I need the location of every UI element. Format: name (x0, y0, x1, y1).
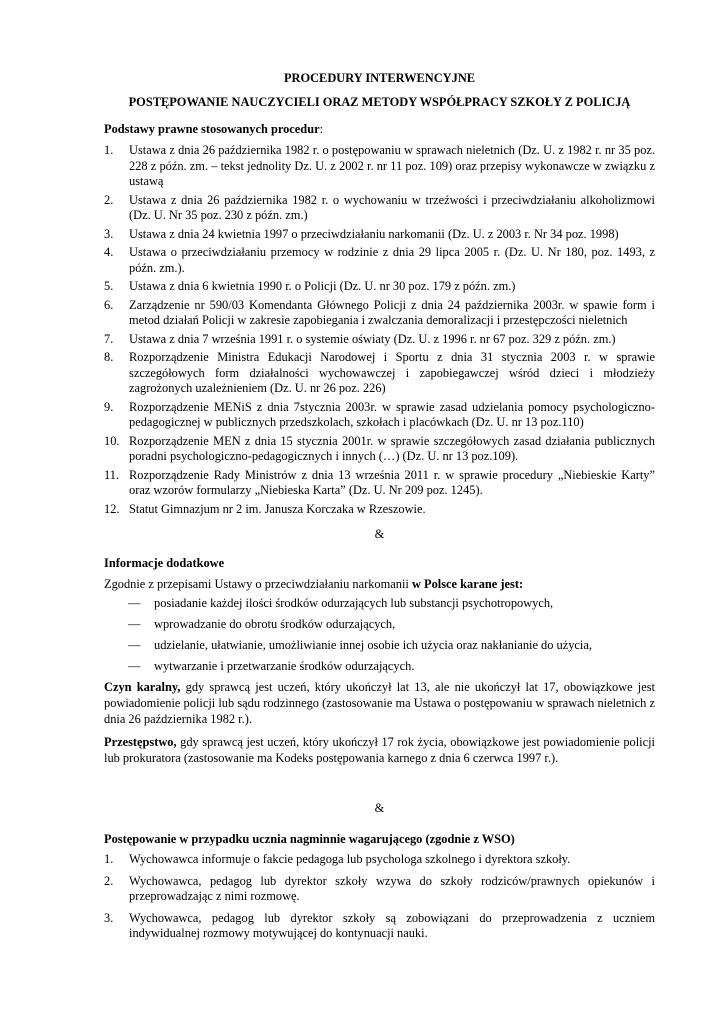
list-item-number: 8. (104, 350, 114, 364)
truancy-list (104, 852, 655, 942)
list-item (104, 279, 655, 295)
list-item (104, 227, 655, 243)
list-item-number: 2. (104, 873, 114, 888)
list-item (104, 193, 655, 224)
list-item (104, 637, 655, 653)
list-item (104, 400, 655, 431)
list-item-text: Rozporządzenie MENiS z dnia 7stycznia 2003r. w sprawie zasad udzielania pomocy psychologiczno-pedagogicznej w publicznych przedszkolach, szkołach i placówkach (Dz. U. nr 13 poz.110) (129, 399, 655, 429)
info-heading: Informacje dodatkowe (104, 556, 225, 570)
list-item-number: 12. (104, 501, 120, 516)
list-item-text: Statut Gimnazjum nr 2 im. Janusza Korczaka w Rzeszowie. (129, 501, 426, 516)
dash-marker: — (128, 596, 141, 610)
list-item (104, 245, 655, 276)
list-item (104, 298, 655, 329)
list-item (104, 350, 655, 397)
list-item-text: udzielanie, ułatwianie, umożliwianie innej osobie ich użycia oraz nakłanianie do użycia, (154, 638, 592, 652)
legal-heading (104, 121, 655, 137)
section-separator: & (374, 527, 385, 541)
info-intro (104, 576, 655, 592)
crime-text: gdy sprawcą jest uczeń, który ukończył lat 13, ale nie ukończył lat 17, obowiązkowe jest powiadomienie policji lub sądu rodzinnego (zastosowanie ma Ustawa o postępowaniu w sprawach nieletnich z dnia 26 października 1982 r.). (104, 680, 656, 726)
list-item (104, 911, 655, 942)
list-item-number: 4. (104, 245, 114, 259)
list-item (104, 595, 655, 611)
list-item (104, 332, 655, 348)
list-item (104, 502, 655, 518)
list-item (104, 874, 655, 905)
punishable-list (104, 595, 655, 674)
list-item (104, 434, 655, 465)
list-item-text: Rozporządzenie Ministra Edukacji Narodowej i Sportu z dnia 31 stycznia 2003 r. w sprawie szczegółowych form działalności wychowawczej i zapobiegawczej wśród dzieci i młodzieży zagrożonych uzależnieniem (Dz. U. nr 26 poz. 226) (129, 350, 655, 395)
crime-term: Czyn karalny, (104, 680, 181, 694)
legal-heading-colon: : (319, 122, 324, 136)
list-item-number: 2. (104, 192, 114, 207)
list-item (104, 658, 655, 674)
list-item (104, 143, 655, 190)
info-intro-bold: w Polsce karane jest: (411, 577, 524, 591)
list-item-text: Ustawa z dnia 6 kwietnia 1990 r. o Policji (Dz. U. nr 30 poz. 179 z późn. zm.) (129, 279, 516, 293)
list-item-text: Wychowawca informuje o fakcie pedagoga lub psychologa szkolnego i dyrektora szkoły. (129, 852, 571, 866)
list-item-text: Rozporządzenie MEN z dnia 15 stycznia 2001r. w sprawie szczegółowych zasad działania publicznych poradni psychologiczno-pedagogicznych i innych (…) (Dz. U. nr 13 poz.109). (129, 433, 655, 463)
list-item-number: 3. (104, 226, 114, 241)
section-separator: & (374, 801, 385, 815)
list-item-number: 10. (104, 433, 120, 448)
list-item-text: Rozporządzenie Rady Ministrów z dnia 13 września 2011 r. w sprawie procedury „Niebieskie Karty” oraz wzorów formularzy „Niebieska Karta” (Dz. U. Nr 209 poz. 1245). (129, 467, 655, 497)
list-item (104, 616, 655, 632)
list-item-number: 5. (104, 279, 114, 293)
page-subtitle: POSTĘPOWANIE NAUCZYCIELI ORAZ METODY WSPÓŁPRACY SZKOŁY Z POLICJĄ (128, 95, 631, 109)
list-item-text: wprowadzanie do obrotu środków odurzających, (154, 617, 396, 631)
offense-text: gdy sprawcą jest uczeń, który ukończył 17 rok życia, obowiązkowe jest powiadomienie policji lub prokuratora (zastosowanie ma Kodeks postępowania karnego z dnia 6 czerwca 1997 r.). (104, 735, 655, 765)
legal-heading-text: Podstawy prawne stosowanych procedur (104, 122, 320, 136)
list-item-text: Ustawa z dnia 24 kwietnia 1997 o przeciwdziałaniu narkomanii (Dz. U. z 2003 r. Nr 34 poz. 1998) (129, 226, 619, 241)
dash-marker: — (128, 617, 141, 631)
list-item-text: Ustawa o przeciwdziałaniu przemocy w rodzinie z dnia 29 lipca 2005 r. (Dz. U. Nr 180, poz. 1493, z późn. zm.). (129, 245, 655, 275)
list-item-number: 9. (104, 399, 114, 414)
truancy-heading: Postępowanie w przypadku ucznia nagminnie wagarującego (zgodnie z WSO) (104, 832, 515, 846)
list-item-text: Zarządzenie nr 590/03 Komendanta Głównego Policji z dnia 24 października 2003r. w spawie form i metod działań Policji w zakresie zapobiegania i zwalczania demoralizacji i przestępczości nieletnich (129, 297, 655, 327)
list-item-text: posiadanie każdej ilości środków odurzających lub substancji psychotropowych, (154, 596, 554, 610)
list-item-text: Ustawa z dnia 7 września 1991 r. o systemie oświaty (Dz. U. z 1996 r. nr 67 poz. 329 z późn. zm.) (129, 331, 616, 346)
list-item-number: 3. (104, 910, 114, 925)
legal-list (104, 143, 655, 517)
dash-marker: — (128, 638, 141, 652)
page-title: PROCEDURY INTERWENCYJNE (283, 71, 476, 85)
offense-term: Przestępstwo, (104, 735, 177, 749)
list-item-number: 1. (104, 143, 114, 157)
list-item-text: Wychowawca, pedagog lub dyrektor szkoły są zobowiązani do przeprowadzenia z uczniem indywidualnej rozmowy motywującej do kontynuacji nauki. (129, 910, 655, 940)
offense-paragraph (104, 734, 655, 766)
dash-marker: — (128, 659, 141, 673)
list-item-number: 1. (104, 852, 114, 866)
list-item-text: Wychowawca, pedagog lub dyrektor szkoły wzywa do szkoły rodziców/prawnych opiekunów i przeprowadzając z nimi rozmowę. (129, 873, 655, 903)
list-item-number: 7. (104, 331, 114, 346)
list-item (104, 468, 655, 499)
list-item-number: 11. (104, 467, 120, 482)
list-item-text: Ustawa z dnia 26 października 1982 r. o postępowaniu w sprawach nieletnich (Dz. U. z 1982 r. nr 35 poz. 228 z późn. zm. – tekst jednolity Dz. U. z 2002 r. nr 11 poz. 109) oraz przepisy wykonawcze w związku z ustawą (129, 143, 655, 188)
crime-paragraph (104, 679, 655, 727)
list-item-number: 6. (104, 297, 114, 312)
info-intro-text: Zgodnie z przepisami Ustawy o przeciwdziałaniu narkomanii (104, 577, 412, 591)
list-item-text: wytwarzanie i przetwarzanie środków odurzających. (154, 659, 415, 673)
list-item-text: Ustawa z dnia 26 października 1982 r. o wychowaniu w trzeźwości i przeciwdziałaniu alkoholizmowi (Dz. U. Nr 35 poz. 230 z późn. zm.) (129, 192, 655, 222)
list-item (104, 852, 655, 868)
